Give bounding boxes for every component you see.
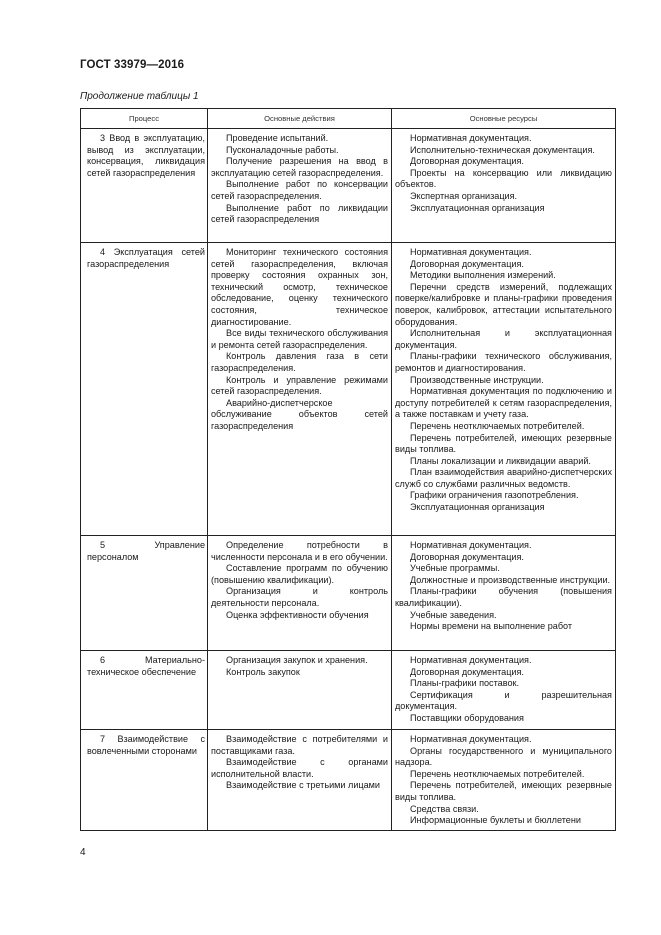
table-continuation-caption: Продолжение таблицы 1 [80, 91, 199, 102]
process-text: 4 Эксплуатация сетей газораспределения [87, 247, 205, 269]
action-item: Проведение испытаний. [226, 133, 329, 143]
actions-cell [208, 129, 392, 243]
process-text: 6 Материально-техническое обеспечение [87, 655, 205, 677]
processes-table [80, 108, 616, 831]
resource-item: Экспертная организация. [410, 190, 518, 201]
resource-item: Планы-графики технического обслуживания, ремонтов и диагностирования. [395, 351, 612, 373]
table-row [81, 243, 616, 536]
table-row [81, 129, 616, 243]
table-row [81, 536, 616, 651]
resource-item: Нормативная документация. [410, 540, 532, 550]
resource-item: Перечни средств измерений, подлежащих поверке/калибровке и планы-графики проведения поверок, калибровок, аттестации испытательного оборудования. [395, 281, 612, 327]
resource-item: Информационные буклеты и бюллетени [410, 815, 581, 826]
actions-cell [208, 730, 392, 831]
table-header-row [81, 109, 616, 129]
action-item: Составление программ по обучению (повышению квалификации). [211, 563, 388, 585]
resource-item: Планы локализации и ликвидации аварий. [410, 455, 591, 466]
resource-item: Методики выполнения измерений. [410, 270, 556, 281]
resource-item: Проекты на консервацию или ликвидацию объектов. [395, 167, 612, 190]
resource-item: Нормативная документация. [410, 655, 532, 665]
resource-item: Договорная документация. [410, 666, 524, 677]
resource-item: Нормативная документация. [410, 133, 532, 143]
resource-item: Перечень неотключаемых потребителей. [410, 420, 585, 431]
action-item: Получение разрешения на ввод в эксплуатацию сетей газораспределения. [211, 156, 388, 178]
resource-item: Планы-графики поставок. [410, 678, 520, 689]
resource-item: Нормативная документация. [410, 247, 532, 257]
process-text: 3 Ввод в эксплуатацию, вывод из эксплуатации, консервация, ликвидация сетей газораспределения [87, 133, 205, 178]
process-cell [81, 243, 208, 536]
action-item: Контроль закупок [226, 666, 300, 677]
page-number: 4 [80, 847, 86, 858]
resource-item: Средства связи. [410, 803, 479, 814]
resource-item: План взаимодействия аварийно-диспетчерских служб со службами различных ведомств. [395, 467, 612, 489]
resource-item: Учебные заведения. [410, 609, 497, 620]
action-item: Организация и контроль деятельности персонала. [211, 586, 388, 608]
resource-item: Сертификация и разрешительная документация. [395, 689, 612, 712]
resources-cell [392, 730, 616, 831]
process-cell [81, 730, 208, 831]
resources-cell [392, 243, 616, 536]
resource-item: Поставщики оборудования [410, 712, 524, 723]
process-text: 5 Управление персоналом [87, 540, 205, 562]
resource-item: Договорная документация. [410, 258, 524, 269]
action-item: Пусконаладочные работы. [226, 144, 339, 155]
resource-item: Перечень потребителей, имеющих резервные виды топлива. [395, 780, 612, 802]
resource-item: Должностные и производственные инструкции. [410, 574, 611, 585]
resource-item: Эксплуатационная организация [410, 202, 545, 213]
process-cell [81, 129, 208, 243]
action-item: Организация закупок и хранения. [226, 655, 368, 665]
resource-item: Нормы времени на выполнение работ [410, 621, 573, 632]
action-item: Контроль и управление режимами сетей газораспределения. [211, 374, 388, 397]
resource-item: Договорная документация. [410, 551, 524, 562]
resources-cell [392, 129, 616, 243]
resources-cell [392, 536, 616, 651]
resources-cell [392, 651, 616, 730]
resource-item: Эксплуатационная организация [410, 502, 545, 513]
process-cell [81, 651, 208, 730]
action-item: Оценка эффективности обучения [226, 609, 369, 620]
process-text: 7 Взаимодействие с вовлеченными сторонами [87, 734, 205, 756]
action-item: Взаимодействие с потребителями и поставщиками газа. [211, 734, 388, 756]
action-item: Выполнение работ по консервации сетей газораспределения. [211, 179, 388, 201]
table-row [81, 651, 616, 730]
column-header-actions: Основные действия [208, 109, 392, 129]
action-item: Аварийно-диспетчерское обслуживание объектов сетей газораспределения [211, 397, 388, 431]
resource-item: Производственные инструкции. [410, 374, 544, 385]
resource-item: Исполнительно-техническая документация. [410, 144, 595, 155]
resource-item: Планы-графики обучения (повышения квалификации). [395, 586, 612, 608]
action-item: Выполнение работ по ликвидации сетей газораспределения [211, 202, 388, 225]
resource-item: Договорная документация. [410, 156, 524, 167]
resource-item: Нормативная документация по подключению и доступу потребителей к сетям газораспределения, а также поставкам и учету газа. [395, 386, 612, 420]
resource-item: Исполнительная и эксплуатационная документация. [395, 328, 612, 350]
process-cell [81, 536, 208, 651]
action-item: Мониторинг технического состояния сетей газораспределения, включая проверку состояния охранных зон, технический осмотр, техническое обследование, оценку технического состояния, техническое диагностирование. [211, 247, 388, 327]
action-item: Все виды технического обслуживания и ремонта сетей газораспределения. [211, 328, 388, 350]
action-item: Взаимодействие с третьими лицами [226, 780, 381, 791]
action-item: Контроль давления газа в сети газораспределения. [211, 351, 388, 373]
action-item: Взаимодействие с органами исполнительной власти. [211, 757, 388, 779]
column-header-process: Процесс [81, 109, 208, 129]
resource-item: Графики ограничения газопотребления. [410, 490, 579, 501]
table-row [81, 730, 616, 831]
resource-item: Нормативная документация. [410, 734, 532, 744]
resource-item: Учебные программы. [410, 563, 500, 574]
actions-cell [208, 536, 392, 651]
action-item: Определение потребности в численности персонала и в его обучении. [211, 540, 388, 562]
column-header-resources: Основные ресурсы [392, 109, 616, 129]
resource-item: Органы государственного и муниципального надзора. [395, 745, 612, 768]
resource-item: Перечень потребителей, имеющих резервные виды топлива. [395, 432, 612, 455]
document-code: ГОСТ 33979—2016 [80, 59, 185, 71]
actions-cell [208, 651, 392, 730]
resource-item: Перечень неотключаемых потребителей. [410, 768, 585, 779]
actions-cell [208, 243, 392, 536]
